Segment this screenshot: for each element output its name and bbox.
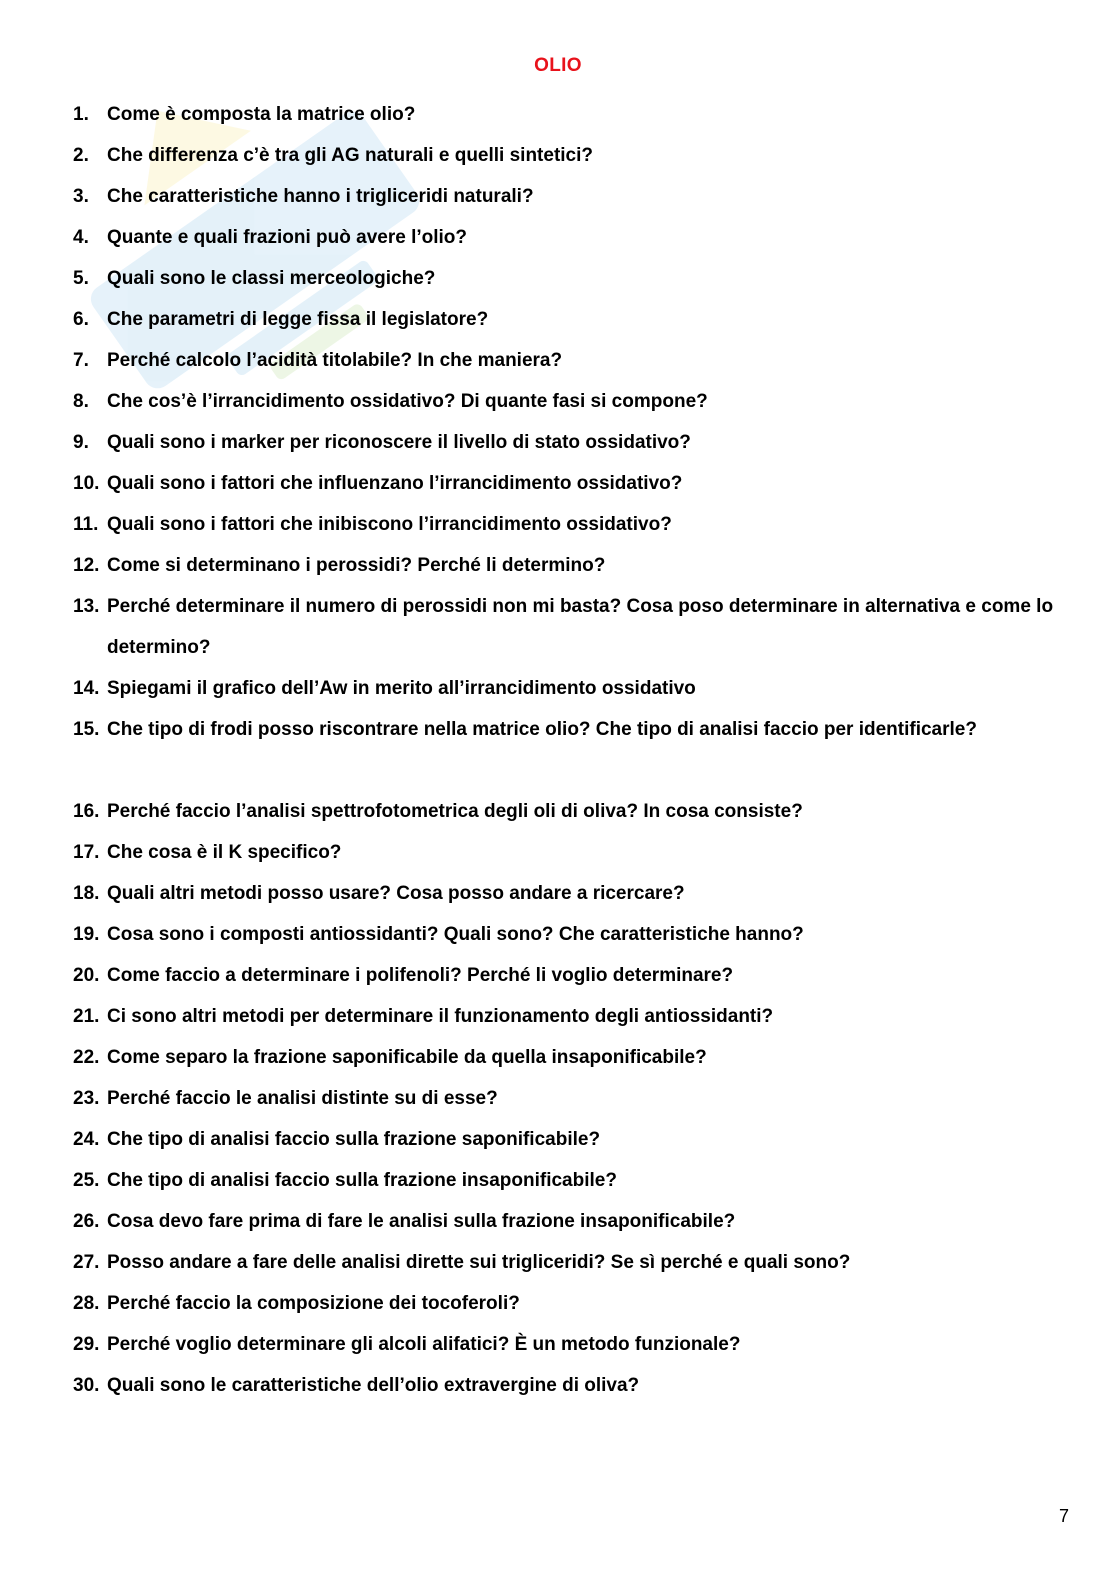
question-item <box>0 955 1116 996</box>
question-text: Che cos’è l’irrancidimento ossidativo? Di quante fasi si compone? <box>107 391 708 412</box>
question-item <box>0 381 1116 422</box>
question-number: 5. <box>73 268 89 289</box>
question-text: Quali sono le caratteristiche dell’olio extravergine di oliva? <box>107 1375 640 1396</box>
question-number: 17. <box>73 842 100 863</box>
question-number: 19. <box>73 924 100 945</box>
question-item <box>0 545 1116 586</box>
document-title: OLIO <box>534 55 582 76</box>
question-text: Cosa devo fare prima di fare le analisi sulla frazione insaponificabile? <box>107 1211 736 1232</box>
question-text: Come è composta la matrice olio? <box>107 104 416 125</box>
question-item <box>0 1078 1116 1119</box>
question-item <box>0 832 1116 873</box>
question-text: Perché faccio l’analisi spettrofotometrica degli oli di oliva? In cosa consiste? <box>107 801 803 822</box>
question-item <box>0 914 1116 955</box>
question-item <box>0 1160 1116 1201</box>
question-number: 18. <box>73 883 100 904</box>
question-number: 22. <box>73 1047 100 1068</box>
question-number: 30. <box>73 1375 100 1396</box>
question-text: Che cosa è il K specifico? <box>107 842 342 863</box>
question-number: 16. <box>73 801 100 822</box>
question-item <box>0 1324 1116 1365</box>
question-item <box>0 1365 1116 1406</box>
question-item <box>0 1283 1116 1324</box>
question-text: Posso andare a fare delle analisi dirette sui trigliceridi? Se sì perché e quali sono? <box>107 1252 851 1273</box>
question-number: 29. <box>73 1334 100 1355</box>
question-number: 11. <box>73 514 99 535</box>
question-item <box>0 1037 1116 1078</box>
question-text: Perché faccio la composizione dei tocoferoli? <box>107 1293 520 1314</box>
question-text: Quali sono le classi merceologiche? <box>107 268 436 289</box>
question-number: 7. <box>73 350 89 371</box>
question-number: 1. <box>73 104 89 125</box>
question-number: 3. <box>73 186 89 207</box>
question-text: Che parametri di legge fissa il legislatore? <box>107 309 489 330</box>
question-text: Come separo la frazione saponificabile da quella insaponificabile? <box>107 1047 707 1068</box>
question-number: 2. <box>73 145 89 166</box>
question-item <box>0 217 1116 258</box>
question-text: Che caratteristiche hanno i trigliceridi naturali? <box>107 186 534 207</box>
question-number: 24. <box>73 1129 100 1150</box>
question-number: 23. <box>73 1088 100 1109</box>
question-number: 10. <box>73 473 100 494</box>
question-number: 6. <box>73 309 89 330</box>
question-text: Quante e quali frazioni può avere l’olio? <box>107 227 467 248</box>
question-number: 4. <box>73 227 89 248</box>
question-text: Che tipo di frodi posso riscontrare nella matrice olio? Che tipo di analisi faccio per identificarle? <box>107 719 977 740</box>
question-item <box>0 996 1116 1037</box>
question-item <box>0 1201 1116 1242</box>
question-list <box>0 94 1116 1406</box>
question-item <box>0 586 1116 668</box>
question-number: 12. <box>73 555 100 576</box>
question-item <box>0 258 1116 299</box>
question-item <box>0 463 1116 504</box>
question-text: Come faccio a determinare i polifenoli? Perché li voglio determinare? <box>107 965 734 986</box>
question-text: Quali sono i marker per riconoscere il livello di stato ossidativo? <box>107 432 691 453</box>
question-item <box>0 791 1116 832</box>
question-item <box>0 422 1116 463</box>
question-number: 28. <box>73 1293 100 1314</box>
page-number: 7 <box>1058 1506 1069 1526</box>
question-text: Perché voglio determinare gli alcoli alifatici? È un metodo funzionale? <box>107 1334 741 1355</box>
question-item <box>0 504 1116 545</box>
question-number: 15. <box>73 719 100 740</box>
question-text: Che differenza c’è tra gli AG naturali e quelli sintetici? <box>107 145 594 166</box>
question-number: 8. <box>73 391 89 412</box>
question-item <box>0 668 1116 709</box>
question-number: 14. <box>73 678 100 699</box>
question-text: Cosa sono i composti antiossidanti? Quali sono? Che caratteristiche hanno? <box>107 924 804 945</box>
question-number: 21. <box>73 1006 100 1027</box>
question-item <box>0 873 1116 914</box>
question-text: Quali sono i fattori che influenzano l’irrancidimento ossidativo? <box>107 473 683 494</box>
question-item <box>0 135 1116 176</box>
question-item <box>0 1119 1116 1160</box>
question-text: Ci sono altri metodi per determinare il funzionamento degli antiossidanti? <box>107 1006 774 1027</box>
question-item <box>0 176 1116 217</box>
question-text: Che tipo di analisi faccio sulla frazione insaponificabile? <box>107 1170 617 1191</box>
question-text: Quali sono i fattori che inibiscono l’irrancidimento ossidativo? <box>107 514 672 535</box>
question-text: Come si determinano i perossidi? Perché li determino? <box>107 555 606 576</box>
question-number: 26. <box>73 1211 100 1232</box>
question-text: Perché determinare il numero di perossidi non mi basta? Cosa poso determinare in alternativa e come lo determino? <box>107 596 1054 658</box>
question-item <box>0 299 1116 340</box>
question-item <box>0 1242 1116 1283</box>
question-number: 13. <box>73 596 100 617</box>
question-number: 20. <box>73 965 100 986</box>
question-item <box>0 94 1116 135</box>
question-number: 25. <box>73 1170 100 1191</box>
question-text: Spiegami il grafico dell’Aw in merito all’irrancidimento ossidativo <box>107 678 696 699</box>
question-item <box>0 709 1116 791</box>
question-text: Che tipo di analisi faccio sulla frazione saponificabile? <box>107 1129 601 1150</box>
question-number: 27. <box>73 1252 100 1273</box>
question-number: 9. <box>73 432 89 453</box>
question-text: Perché calcolo l’acidità titolabile? In che maniera? <box>107 350 563 371</box>
question-text: Perché faccio le analisi distinte su di esse? <box>107 1088 498 1109</box>
question-item <box>0 340 1116 381</box>
question-text: Quali altri metodi posso usare? Cosa posso andare a ricercare? <box>107 883 685 904</box>
